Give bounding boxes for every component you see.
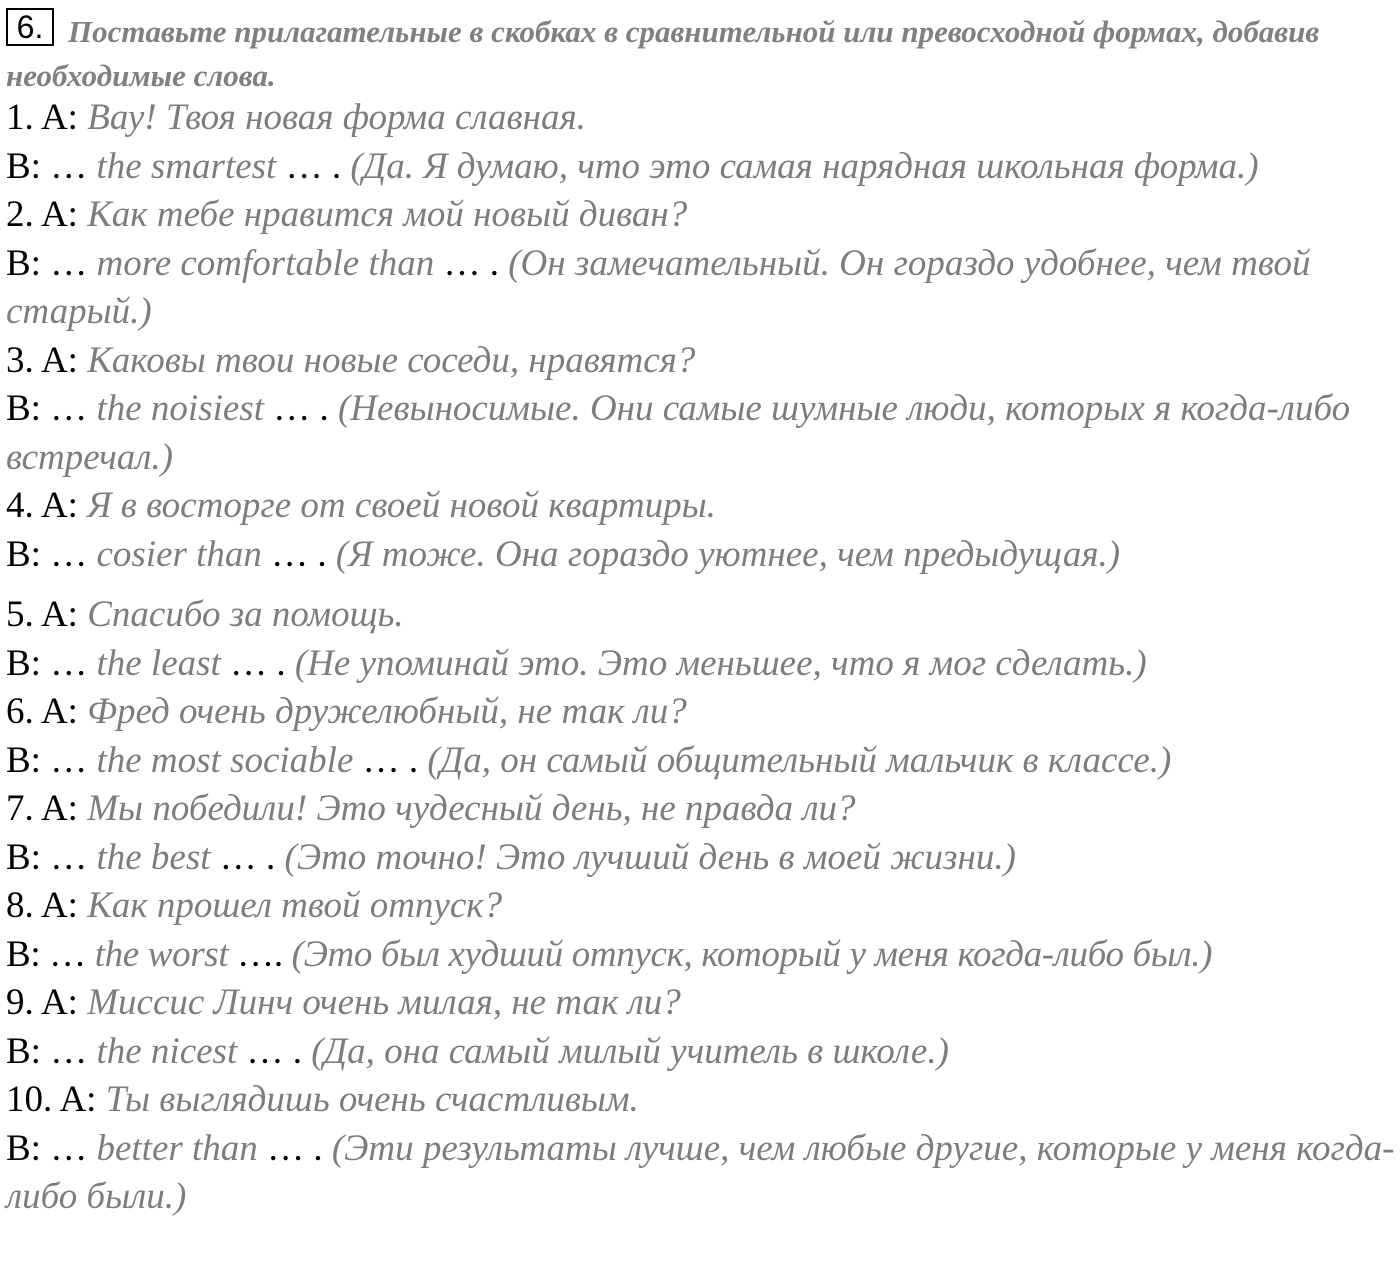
dialog-line-b — [6, 240, 1400, 337]
speaker-b-label: B: … — [6, 836, 97, 878]
dialog-line-b — [6, 1028, 1400, 1077]
translation-text: (Я тоже. Она гораздо уютнее, чем предыдущая.) — [335, 533, 1121, 575]
task-instruction: Поставьте прилагательные в скобках в сравнительной или превосходной формах, добавив необходимые слова. — [6, 14, 1320, 93]
exercise-page — [6, 0, 1396, 1217]
answer-dots: … . — [353, 739, 428, 781]
task-header — [6, 0, 1396, 93]
answer-dots: … . — [276, 145, 351, 187]
dialog-line-a — [6, 688, 1400, 737]
dialog-line-a — [6, 337, 1400, 386]
answer-dots: … . — [220, 642, 295, 684]
speaker-a-text: Каковы твои новые соседи, нравятся? — [87, 339, 696, 381]
speaker-b-label: B: … — [6, 388, 97, 429]
answer-dots: … . — [257, 1127, 332, 1169]
translation-text: (Невыносимые. Они самые шумные люди, которых я когда-либо встречал.) — [6, 388, 1351, 478]
dialog-line-a — [6, 882, 1400, 931]
translation-text: (Да, он самый общительный мальчик в классе.) — [427, 739, 1172, 781]
dialog-line-b — [6, 737, 1400, 786]
dialog-line-a — [6, 482, 1400, 531]
speaker-b-label: B: … — [6, 933, 95, 975]
speaker-b-label: B: … — [6, 533, 97, 575]
dialog-line-b — [6, 931, 1400, 980]
answer-dots: … . — [434, 242, 509, 284]
speaker-a-text: Как прошел твой отпуск? — [87, 885, 503, 926]
speaker-b-label: B: … — [6, 1127, 97, 1169]
speaker-a-label: 6. A: — [6, 691, 88, 732]
translation-text: (Да. Я думаю, что это самая нарядная школьная форма.) — [350, 145, 1259, 187]
speaker-b-label: B: … — [6, 1030, 97, 1072]
answer-text: the least — [96, 642, 221, 684]
answer-text: the best — [96, 836, 211, 878]
speaker-b-label: B: … — [6, 242, 97, 284]
translation-text: (Эти результаты лучше, чем любые другие, которые у меня когда-либо были.) — [6, 1127, 1395, 1217]
speaker-b-label: B: … — [6, 145, 97, 187]
dialog-line-b — [6, 834, 1400, 883]
dialog-line-b — [6, 143, 1400, 192]
dialog-line-a — [6, 591, 1400, 640]
dialog-line-b — [6, 531, 1400, 580]
translation-text: (Он замечательный. Он гораздо удобнее, чем твой старый.) — [6, 242, 1311, 332]
answer-dots: … . — [263, 388, 338, 429]
speaker-a-text: Ты выглядишь очень счастливым. — [105, 1079, 639, 1120]
dialog-line-b — [6, 385, 1400, 482]
dialog-line-a — [6, 94, 1400, 143]
speaker-a-label: 8. A: — [6, 885, 88, 926]
dialog-line-b — [6, 1125, 1400, 1222]
dialog-line-b — [6, 640, 1400, 689]
speaker-a-text: Миссис Линч очень милая, не так ли? — [87, 982, 681, 1023]
answer-text: better than — [96, 1127, 258, 1169]
speaker-a-label: 2. A: — [6, 194, 88, 235]
answer-dots: … . — [237, 1030, 312, 1072]
translation-text: (Да, она самый милый учитель в школе.) — [311, 1030, 949, 1072]
speaker-a-label: 10. A: — [6, 1079, 106, 1120]
dialog-line-a — [6, 1076, 1400, 1125]
speaker-a-label: 7. A: — [6, 788, 88, 829]
speaker-a-text: Вау! Твоя новая форма славная. — [87, 97, 586, 138]
speaker-a-label: 3. A: — [6, 339, 88, 381]
speaker-a-label: 9. A: — [6, 982, 88, 1023]
speaker-a-text: Как тебе нравится мой новый диван? — [87, 194, 688, 235]
answer-text: the nicest — [96, 1030, 238, 1072]
speaker-a-text: Фред очень дружелюбный, не так ли? — [87, 691, 687, 732]
speaker-a-label: 4. A: — [6, 485, 88, 526]
speaker-a-text: Я в восторге от своей новой квартиры. — [87, 485, 716, 526]
answer-text: the most sociable — [96, 739, 354, 781]
answer-dots: … . — [210, 836, 285, 878]
speaker-b-label: B: … — [6, 739, 97, 781]
answer-text: more comfortable than — [96, 242, 435, 284]
dialog-line-a — [6, 785, 1400, 834]
answer-text: the noisiest — [96, 388, 264, 429]
answer-text: cosier than — [96, 533, 262, 575]
answer-dots: …. — [228, 933, 292, 975]
dialog-line-a — [6, 191, 1400, 240]
translation-text: (Не упоминай это. Это меньшее, что я мог сделать.) — [294, 642, 1147, 684]
answer-text: the worst — [94, 933, 229, 975]
speaker-a-text: Спасибо за помощь. — [87, 594, 404, 635]
dialog-list — [6, 94, 1400, 1222]
speaker-a-label: 5. A: — [6, 594, 88, 635]
task-number-badge: 6. — [6, 8, 54, 46]
translation-text: (Это точно! Это лучший день в моей жизни.) — [284, 836, 1016, 878]
answer-dots: … . — [261, 533, 336, 575]
translation-text: (Это был худший отпуск, который у меня когда-либо был.) — [291, 933, 1213, 975]
speaker-a-label: 1. A: — [6, 97, 88, 138]
speaker-a-text: Мы победили! Это чудесный день, не правда ли? — [87, 788, 856, 829]
answer-text: the smartest — [96, 145, 277, 187]
speaker-b-label: B: … — [6, 642, 97, 684]
dialog-line-a — [6, 979, 1400, 1028]
